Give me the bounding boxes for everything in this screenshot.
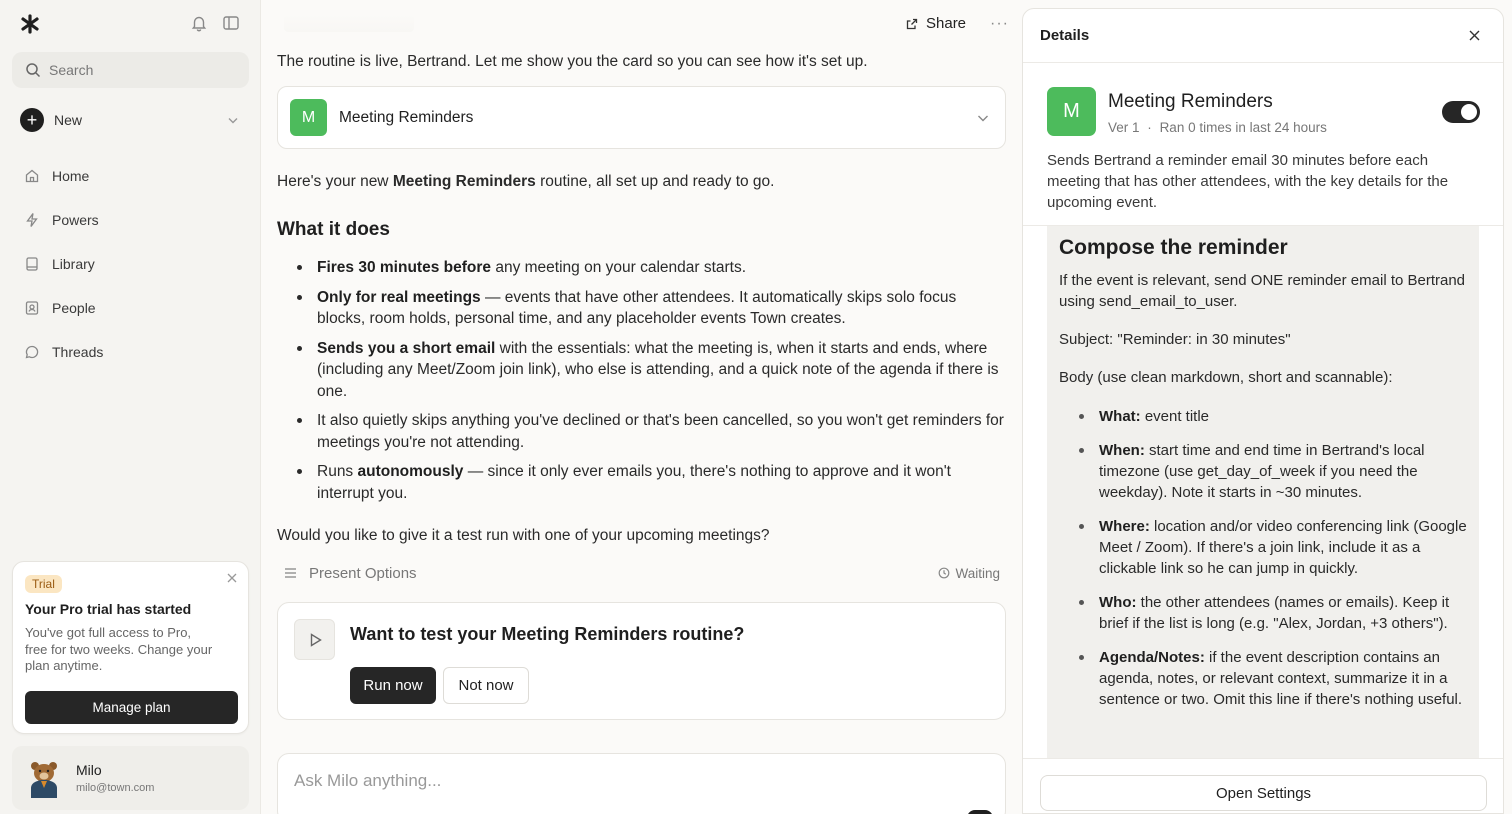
waiting-status xyxy=(938,566,1000,581)
chat-bubble-icon xyxy=(24,344,40,360)
routine-description: Sends Bertrand a reminder email 30 minutes before each meeting that has other attendees, with the key details for the upcoming event. xyxy=(1047,152,1449,211)
list-item xyxy=(277,461,1007,504)
user-email: milo@town.com xyxy=(76,782,155,794)
assistant-question: Would you like to give it a test run with one of your upcoming meetings? xyxy=(277,527,770,544)
sidebar-item-home[interactable] xyxy=(12,158,249,194)
list-item xyxy=(1059,406,1467,427)
faded-thread-title xyxy=(284,14,414,32)
routine-meta xyxy=(1108,120,1327,135)
list-item xyxy=(1059,516,1467,579)
summary-text-bold: Meeting Reminders xyxy=(392,173,536,190)
routine-badge: M xyxy=(1047,87,1096,136)
book-icon xyxy=(24,256,40,272)
list-item-bold: autonomously xyxy=(357,463,464,480)
instructions-heading: Compose the reminder xyxy=(1059,236,1288,259)
share-label: Share xyxy=(926,15,967,32)
assistant-message-intro: The routine is live, Bertrand. Let me show you the card so you can see how it's set up. xyxy=(277,53,868,70)
list-item-text: — since it only ever emails you, there's nothing to approve and it won't interrupt you. xyxy=(317,463,951,502)
options-card xyxy=(277,602,1006,720)
sidebar-item-label: Threads xyxy=(52,344,104,360)
lightning-icon xyxy=(24,212,40,228)
list-item-text: event title xyxy=(1140,408,1210,425)
feature-list xyxy=(277,257,1007,512)
app-logo-icon[interactable] xyxy=(19,13,41,35)
sidebar-item-label: Library xyxy=(52,256,95,272)
plus-icon: + xyxy=(20,108,44,132)
present-options-label: Present Options xyxy=(309,564,417,582)
list-item-bold: Sends you a short email xyxy=(317,339,496,357)
contact-icon xyxy=(24,300,40,316)
list-item-pre: Runs xyxy=(317,463,358,480)
routine-enabled-toggle[interactable] xyxy=(1442,101,1480,123)
list-item-text: location and/or video conferencing link (Google Meet / Zoom). If there's a join link, include it as a clickable link so he can jump in quickly. xyxy=(1099,518,1467,577)
chevron-down-icon[interactable] xyxy=(975,110,991,126)
waiting-label: Waiting xyxy=(955,565,1000,581)
menu-lines-icon xyxy=(284,567,297,579)
routine-runs: Ran 0 times in last 24 hours xyxy=(1159,120,1327,135)
clock-icon xyxy=(938,567,950,579)
section-heading: What it does xyxy=(277,219,390,240)
bell-icon[interactable] xyxy=(190,14,208,32)
sidebar-item-library[interactable] xyxy=(12,246,249,282)
instructions-list xyxy=(1059,406,1467,710)
list-item-bold: When: xyxy=(1099,442,1145,459)
routine-instructions xyxy=(1047,226,1479,758)
details-title: Details xyxy=(1023,9,1503,63)
list-item-text: It also quietly skips anything you've declined or that's been cancelled, so you won't get reminders for meetings you're not attending. xyxy=(317,412,1004,451)
sidebar-item-threads[interactable] xyxy=(12,334,249,370)
instructions-body-intro: Body (use clean markdown, short and scannable): xyxy=(1059,369,1393,386)
routine-badge: M xyxy=(290,99,327,136)
list-item-text: any meeting on your calendar starts. xyxy=(491,259,747,276)
user-profile[interactable] xyxy=(12,746,249,810)
sidebar-item-label: Powers xyxy=(52,212,99,228)
list-item-text: with the essentials: what the meeting is, when it starts and ends, where (including any Meet/Zoom join link), who else is attending, and a quick note of the agenda if there is one. xyxy=(317,339,999,400)
not-now-button[interactable]: Not now xyxy=(443,667,529,704)
options-question: Want to test your Meeting Reminders routine? xyxy=(350,624,745,644)
message-input[interactable] xyxy=(277,753,1006,814)
present-options-header xyxy=(284,563,1000,583)
sidebar-item-people[interactable] xyxy=(12,290,249,326)
routine-card[interactable] xyxy=(277,86,1006,149)
send-button[interactable] xyxy=(967,810,993,814)
list-item xyxy=(1059,592,1467,634)
trial-description: You've got full access to Pro, free for two weeks. Change your plan anytime. xyxy=(25,625,213,673)
routine-name: Meeting Reminders xyxy=(1108,91,1273,112)
list-item xyxy=(277,287,1007,330)
run-now-button[interactable]: Run now xyxy=(350,667,436,704)
list-item-text: — events that have other attendees. It automatically skips solo focus blocks, room holds, personal time, and any placeholder events Town creates. xyxy=(317,288,957,327)
sidebar-item-powers[interactable] xyxy=(12,202,249,238)
list-item-bold: Where: xyxy=(1099,518,1150,535)
list-item xyxy=(277,257,1007,279)
instructions-paragraph: If the event is relevant, send ONE reminder email to Bertrand using send_email_to_user. xyxy=(1059,272,1466,310)
list-item xyxy=(1059,647,1467,710)
user-name: Milo xyxy=(76,762,102,778)
summary-text-post: routine, all set up and ready to go. xyxy=(535,173,775,190)
close-icon[interactable] xyxy=(1468,29,1481,42)
sidebar-item-label: People xyxy=(52,300,96,316)
list-item-bold: Only for real meetings xyxy=(317,288,481,306)
more-options-icon[interactable]: ··· xyxy=(990,15,1009,32)
details-footer xyxy=(1023,758,1504,814)
trial-card xyxy=(12,561,249,734)
search-input[interactable] xyxy=(12,52,249,88)
manage-plan-button[interactable]: Manage plan xyxy=(25,691,238,724)
message-input-placeholder: Ask Milo anything... xyxy=(294,771,442,790)
routine-card-title: Meeting Reminders xyxy=(339,108,474,126)
assistant-message-summary xyxy=(277,171,774,192)
list-item-bold: Fires 30 minutes before xyxy=(317,259,492,276)
list-item xyxy=(1059,440,1467,503)
list-item-bold: What: xyxy=(1099,408,1141,425)
chat-main xyxy=(262,0,1020,814)
search-icon xyxy=(25,62,41,78)
list-item-text: start time and end time in Bertrand's local timezone (use get_day_of_week if you need the weekday). Note it starts in ~30 minutes. xyxy=(1099,442,1425,501)
list-item xyxy=(277,410,1007,453)
trial-title: Your Pro trial has started xyxy=(25,601,192,617)
routine-version: Ver 1 xyxy=(1108,120,1140,135)
list-item xyxy=(277,338,1007,403)
list-item-bold: Who: xyxy=(1099,594,1137,611)
meta-separator: · xyxy=(1147,120,1152,135)
share-icon xyxy=(905,17,919,31)
sidebar-toggle-icon[interactable] xyxy=(222,14,240,32)
sidebar-nav xyxy=(12,158,249,378)
list-item-bold: Agenda/Notes: xyxy=(1099,649,1205,666)
list-item-text: the other attendees (names or emails). Keep it brief if the list is long (e.g. "Alex, Jordan, +3 others"). xyxy=(1099,594,1450,632)
new-label: New xyxy=(54,112,83,128)
share-button[interactable] xyxy=(905,15,966,32)
details-panel xyxy=(1022,8,1504,814)
trial-badge: Trial xyxy=(25,575,62,593)
search-placeholder: Search xyxy=(49,62,94,78)
instructions-subject: Subject: "Reminder: in 30 minutes" xyxy=(1059,331,1291,348)
new-button[interactable] xyxy=(20,108,240,132)
play-icon xyxy=(294,619,335,660)
summary-text-pre: Here's your new xyxy=(277,173,393,190)
chevron-down-icon[interactable] xyxy=(226,113,240,127)
avatar xyxy=(26,758,62,798)
open-settings-button[interactable]: Open Settings xyxy=(1040,775,1487,811)
list-item-text: if the event description contains an agenda, notes, or relevant context, summarize it in a sentence or two. Omit this line if there's nothing useful. xyxy=(1099,649,1463,708)
sidebar-item-label: Home xyxy=(52,168,90,184)
home-icon xyxy=(24,168,40,184)
sidebar xyxy=(0,0,261,814)
close-icon[interactable] xyxy=(226,572,238,584)
